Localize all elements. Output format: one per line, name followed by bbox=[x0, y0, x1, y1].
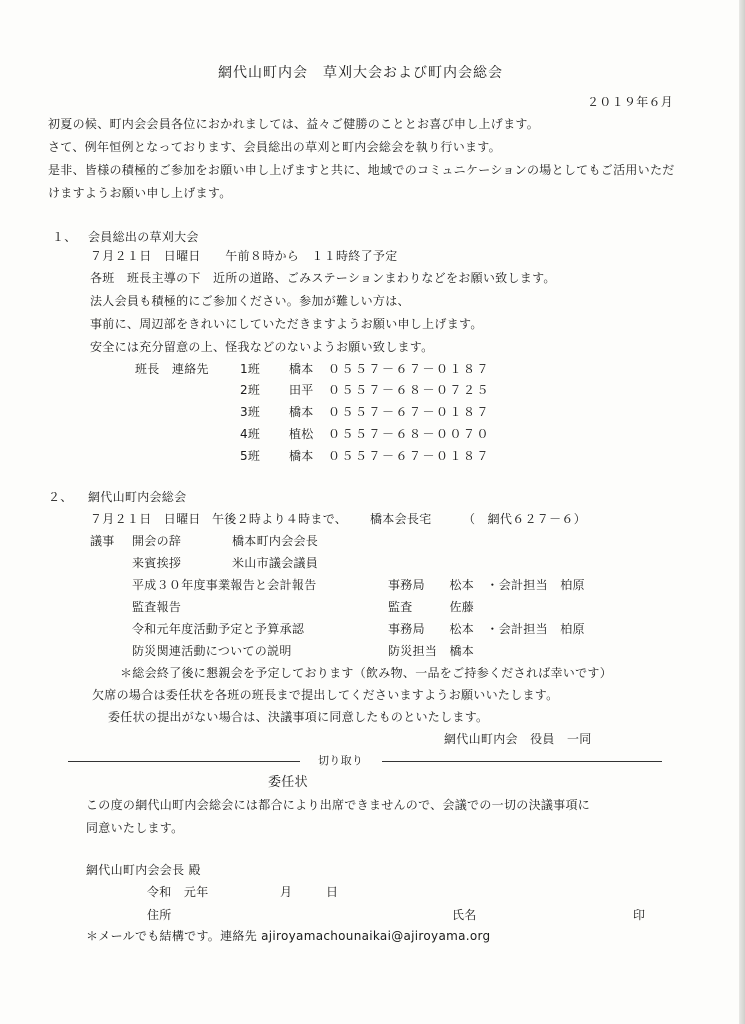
agenda-item: 令和元年度活動予定と予算承認 bbox=[132, 622, 305, 636]
meeting-time: 午後２時より４時まで、 bbox=[212, 512, 348, 526]
meeting-date: ７月２１日 日曜日 bbox=[90, 512, 201, 526]
contacts-label: 班長 連絡先 bbox=[135, 362, 209, 376]
email-note: ＊メールでも結構です。連絡先 ajiroyamachounaikai@ajiroyama.org bbox=[86, 929, 491, 943]
section1-line: 安全には充分留意の上、怪我などのないようお願い致します。 bbox=[90, 340, 434, 354]
absence-note: 欠席の場合は委任状を各班の班長まで提出してくださいますようお願いいたします。 bbox=[92, 688, 559, 702]
agenda-person: 橋本町内会会長 bbox=[232, 534, 319, 548]
agenda-role: 事務局 松本 ・会計担当 柏原 bbox=[388, 622, 585, 636]
section1-number: １、 bbox=[52, 230, 77, 244]
agenda-role: 事務局 松本 ・会計担当 柏原 bbox=[388, 578, 585, 592]
intro-line: 初夏の候、町内会会員各位におかれましては、益々ご健勝のこととお喜び申し上げます。 bbox=[48, 117, 540, 131]
agenda-role: 監査 佐藤 bbox=[388, 600, 475, 614]
proxy-address-label: 住所 bbox=[147, 908, 172, 922]
agenda-item: 平成３０年度事業報告と会計報告 bbox=[132, 578, 317, 592]
proxy-day: 日 bbox=[326, 885, 339, 899]
party-note: ＊総会終了後に懇親会を予定しております（飲み物、一品をご持参くだされば幸いです） bbox=[120, 666, 613, 680]
contact-phone: ０５５７－６８－０７２５ bbox=[328, 383, 491, 397]
section1-line: ７月２１日 日曜日 午前８時から １１時終了予定 bbox=[90, 249, 398, 263]
cut-label: 切り取り bbox=[318, 754, 364, 767]
agenda-role: 防災担当 橋本 bbox=[388, 644, 475, 658]
proxy-note: 委任状の提出がない場合は、決議事項に同意したものといたします。 bbox=[108, 710, 489, 724]
contact-name: 田平 bbox=[289, 383, 314, 397]
contact-phone: ０５５７－６７－０１８７ bbox=[328, 405, 491, 419]
contact-group: 2班 bbox=[240, 383, 261, 397]
agenda-label: 議事 bbox=[90, 534, 115, 548]
proxy-seal: 印 bbox=[633, 908, 646, 922]
agenda-item: 来賓挨拶 bbox=[132, 556, 182, 570]
contact-phone: ０５５７－６７－０１８７ bbox=[328, 449, 491, 463]
proxy-name-label: 氏名 bbox=[452, 908, 477, 922]
contact-name: 植松 bbox=[289, 427, 314, 441]
proxy-body-line: 同意いたします。 bbox=[86, 821, 184, 835]
contact-phone: ０５５７－６８－００７０ bbox=[328, 427, 491, 441]
cut-line-left bbox=[68, 761, 300, 762]
contact-group: 5班 bbox=[240, 449, 261, 463]
document-date: ２０１９年６月 bbox=[587, 95, 674, 109]
page-edge bbox=[739, 0, 745, 1024]
section1-line: 法人会員も積極的にご参加ください。参加が難しい方は、 bbox=[90, 294, 410, 308]
intro-line: 是非、皆様の積極的ご参加をお願い申し上げますと共に、地域でのコミュニケーションの場としてもご活用いただ bbox=[48, 163, 675, 177]
agenda-person: 米山市議会議員 bbox=[232, 556, 319, 570]
contact-group: 1班 bbox=[240, 362, 261, 376]
contact-name: 橋本 bbox=[289, 449, 314, 463]
section1-line: 事前に、周辺部をきれいにしていただきますようお願い申し上げます。 bbox=[90, 317, 483, 331]
cut-line-right bbox=[382, 761, 662, 762]
signature: 網代山町内会 役員 一同 bbox=[444, 732, 592, 746]
proxy-era: 令和 元年 bbox=[147, 885, 209, 899]
section1-heading: 会員総出の草刈大会 bbox=[88, 230, 199, 244]
meeting-address: （ 網代６２７－６） bbox=[463, 512, 587, 526]
agenda-item: 開会の辞 bbox=[132, 534, 182, 548]
contact-group: 4班 bbox=[240, 427, 261, 441]
agenda-item: 監査報告 bbox=[132, 600, 182, 614]
proxy-body-line: この度の網代山町内会総会には都合により出席できませんので、会議での一切の決議事項に bbox=[86, 798, 591, 812]
contact-name: 橋本 bbox=[289, 362, 314, 376]
proxy-title: 委任状 bbox=[268, 775, 308, 790]
contact-name: 橋本 bbox=[289, 405, 314, 419]
section2-heading: 網代山町内会総会 bbox=[88, 490, 187, 504]
intro-line: さて、例年恒例となっております、会員総出の草刈と町内会総会を執り行います。 bbox=[48, 140, 501, 154]
agenda-item: 防災関連活動についての説明 bbox=[132, 644, 292, 658]
section2-number: ２、 bbox=[48, 490, 73, 504]
document-title: 網代山町内会 草刈大会および町内会総会 bbox=[218, 65, 503, 81]
contact-phone: ０５５７－６７－０１８７ bbox=[328, 362, 491, 376]
proxy-addressee: 網代山町内会会長 殿 bbox=[86, 863, 201, 877]
section1-line: 各班 班長主導の下 近所の道路、ごみステーションまわりなどをお願い致します。 bbox=[90, 271, 556, 285]
contact-group: 3班 bbox=[240, 405, 261, 419]
proxy-month: 月 bbox=[280, 885, 293, 899]
intro-line: けますようお願い申し上げます。 bbox=[48, 186, 232, 200]
meeting-place: 橋本会長宅 bbox=[370, 512, 432, 526]
